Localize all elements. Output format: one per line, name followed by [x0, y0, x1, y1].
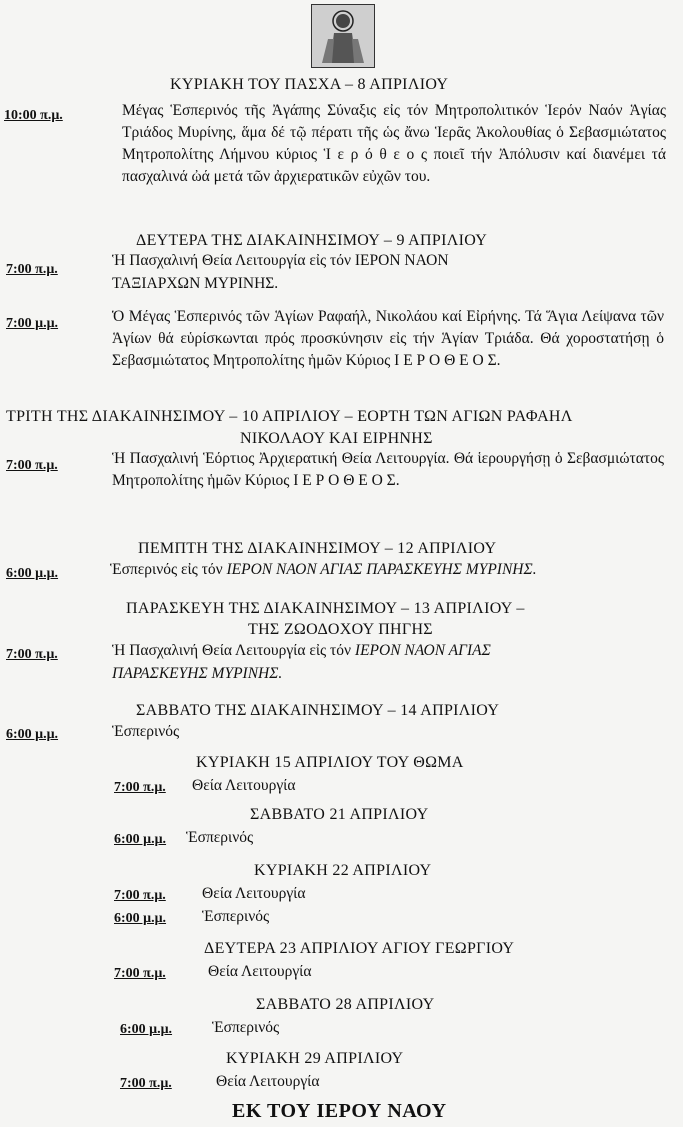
heading-monday-23: ΔΕΥΤΕΡΑ 23 ΑΠΡΙΛΙΟΥ ΑΓΙΟΥ ΓΕΩΡΓΙΟΥ — [204, 940, 515, 957]
time-label: 7:00 μ.μ. — [6, 316, 59, 331]
heading-sunday-29: ΚΥΡΙΑΚΗ 29 ΑΠΡΙΛΙΟΥ — [226, 1050, 404, 1067]
heading-bright-tuesday: ΤΡΙΤΗ ΤΗΣ ΔΙΑΚΑΙΝΗΣΙΜΟΥ – 10 ΑΠΡΙΛΙΟΥ – ΕΟΡΤΗ ΤΩΝ ΑΓΙΩΝ ΡΑΦΑΗΛ — [6, 408, 573, 425]
heading-sunday-22: ΚΥΡΙΑΚΗ 22 ΑΠΡΙΛΙΟΥ — [254, 862, 432, 879]
text-plain: Ἑσπερινός εἰς τόν — [110, 561, 227, 578]
paragraph-text: Θεία Λειτουργία — [192, 777, 296, 794]
time-label: 6:00 μ.μ. — [6, 566, 59, 581]
time-label: 7:00 π.μ. — [6, 647, 58, 662]
time-label: 7:00 π.μ. — [114, 888, 166, 903]
paragraph-text: Ἡ Πασχαλινή Ἑόρτιος Ἀρχιερατική Θεία Λειτουργία. Θά ἱερουργήσῃ ὁ Σεβασμιώτατος Μητροπολίτης ἡμῶν Κύριος Ι Ε Ρ Ο Θ Ε Ο Σ. — [112, 450, 664, 489]
time-label: 7:00 π.μ. — [114, 780, 166, 795]
time-label: 10:00 π.μ. — [4, 108, 63, 123]
footer-signature: ΕΚ ΤΟΥ ΙΕΡΟΥ ΝΑΟΥ — [232, 1100, 447, 1122]
paragraph-text: Ἑσπερινός — [112, 723, 180, 740]
time-label: 6:00 μ.μ. — [114, 911, 167, 926]
text-italic: ΠΑΡΑΣΚΕΥΗΣ ΜΥΡΙΝΗΣ. — [112, 665, 283, 682]
heading-bright-tuesday-line2: ΝΙΚΟΛΑΟΥ ΚΑΙ ΕΙΡΗΝΗΣ — [240, 430, 433, 447]
heading-saturday-28: ΣΑΒΒΑΤΟ 28 ΑΠΡΙΛΙΟΥ — [256, 996, 435, 1013]
text-plain: Ἡ Πασχαλινή Θεία Λειτουργία εἰς τόν — [112, 642, 355, 659]
heading-thomas-sunday: ΚΥΡΙΑΚΗ 15 ΑΠΡΙΛΙΟΥ ΤΟΥ ΘΩΜΑ — [196, 754, 464, 771]
paragraph-text: Θεία Λειτουργία — [202, 885, 306, 902]
time-label: 7:00 π.μ. — [6, 262, 58, 277]
paragraph-text: ΤΑΞΙΑΡΧΩΝ ΜΥΡΙΝΗΣ. — [112, 275, 279, 292]
paragraph-text: Ἡ Πασχαλινή Θεία Λειτουργία εἰς τόν ΙΕΡΟΝ ΝΑΟΝ — [112, 252, 449, 269]
paragraph-text — [112, 639, 664, 685]
time-label: 6:00 μ.μ. — [120, 1022, 173, 1037]
time-label: 7:00 π.μ. — [114, 966, 166, 981]
paragraph-text — [110, 561, 537, 579]
heading-bright-thursday: ΠΕΜΠΤΗ ΤΗΣ ΔΙΑΚΑΙΝΗΣΙΜΟΥ – 12 ΑΠΡΙΛΙΟΥ — [138, 540, 497, 557]
heading-bright-friday-line2: ΤΗΣ ΖΩΟΔΟΧΟΥ ΠΗΓΗΣ — [248, 621, 433, 638]
time-label: 6:00 μ.μ. — [114, 832, 167, 847]
heading-bright-monday: ΔΕΥΤΕΡΑ ΤΗΣ ΔΙΑΚΑΙΝΗΣΙΜΟΥ – 9 ΑΠΡΙΛΙΟΥ — [136, 232, 488, 249]
heading-saturday-21: ΣΑΒΒΑΤΟ 21 ΑΠΡΙΛΙΟΥ — [250, 806, 429, 823]
paragraph-text: Θεία Λειτουργία — [216, 1073, 320, 1090]
heading-bright-friday: ΠΑΡΑΣΚΕΥΗ ΤΗΣ ΔΙΑΚΑΙΝΗΣΙΜΟΥ – 13 ΑΠΡΙΛΙΟΥ – — [126, 600, 525, 617]
time-label: 6:00 μ.μ. — [6, 727, 59, 742]
time-label: 7:00 π.μ. — [120, 1076, 172, 1091]
time-label: 7:00 π.μ. — [6, 458, 58, 473]
paragraph-text: Ἑσπερινός — [212, 1019, 280, 1036]
heading-bright-saturday: ΣΑΒΒΑΤΟ ΤΗΣ ΔΙΑΚΑΙΝΗΣΙΜΟΥ – 14 ΑΠΡΙΛΙΟΥ — [136, 702, 500, 719]
text-italic: ΙΕΡΟΝ ΝΑΟΝ ΑΓΙΑΣ ΠΑΡΑΣΚΕΥΗΣ ΜΥΡΙΝΗΣ. — [226, 561, 537, 578]
paragraph-text: Ὁ Μέγας Ἑσπερινός τῶν Ἁγίων Ραφαήλ, Νικολάου καί Εἰρήνης. Τά Ἅγια Λείψανα τῶν Ἁγίων θά εὑρίσκωνται πρός προσκύνησιν εἰς τήν Ἁγίαν Τριάδα. Θά χοροστατήσῃ ὁ Σεβασμιώτατος Μητροπολίτης ἡμῶν Κύριος Ι Ε Ρ Ο Θ Ε Ο Σ. — [112, 308, 664, 369]
paragraph-text: Ἑσπερινός — [186, 829, 254, 846]
church-icon — [311, 4, 375, 68]
text-italic: ΙΕΡΟΝ ΝΑΟΝ ΑΓΙΑΣ — [354, 642, 491, 659]
heading-easter-sunday: ΚΥΡΙΑΚΗ ΤΟΥ ΠΑΣΧΑ – 8 ΑΠΡΙΛΙΟΥ — [170, 76, 449, 93]
paragraph-text: Θεία Λειτουργία — [208, 963, 312, 980]
paragraph-text: Μέγας Ἑσπερινός τῆς Ἀγάπης Σύναξις εἰς τόν Μητροπολιτικόν Ἱερόν Ναόν Ἁγίας Τριάδος Μυρίνης, ἅμα δέ τῷ πέρατι τῆς ὡς ἄνω Ἱερᾶς Ἀκολουθίας ὁ Σεβασμιώτατος Μητροπολίτης Λήμνου κύριος Ἱ ε ρ ό θ ε ο ς ποιεῖ τήν Ἀπόλυσιν καί διανέμει τά πασχαλινά ὠά μετά τῶν ἀρχιερατικῶν εὐχῶν του. — [122, 102, 666, 185]
paragraph-text: Ἑσπερινός — [202, 908, 270, 925]
